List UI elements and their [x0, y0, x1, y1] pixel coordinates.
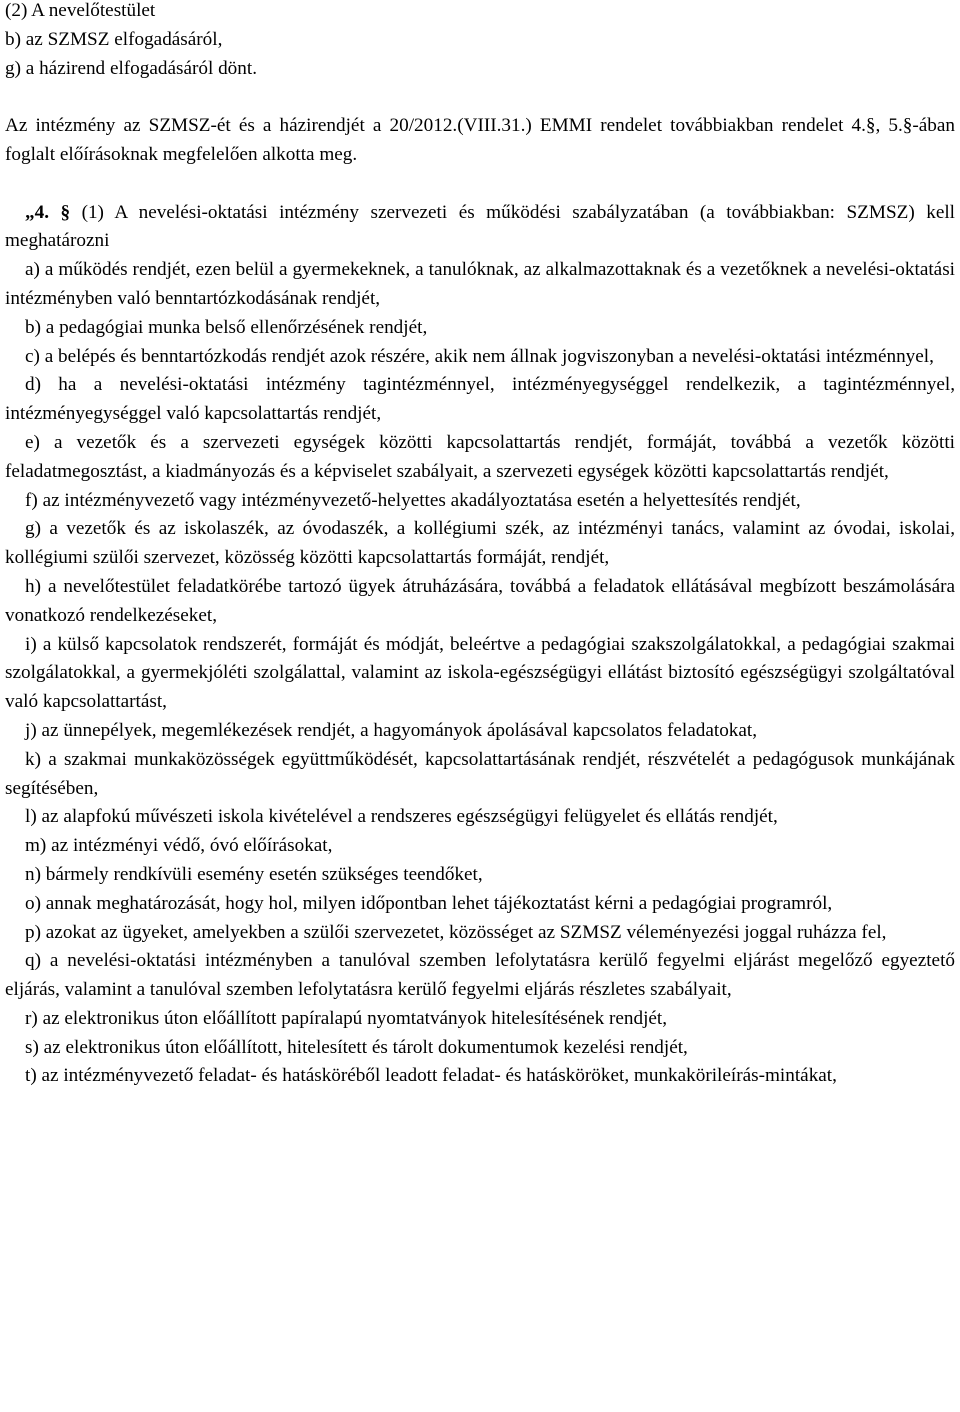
provision-item: j) az ünnepélyek, megemlékezések rendjét, a hagyományok ápolásával kapcsolatos feladatokat, — [25, 719, 758, 741]
provision-item: q) a nevelési-oktatási intézményben a tanulóval szemben lefolytatásra kerülő fegyelmi eljárást megelőző egyeztető eljárás, valamint a tanulóval szemben lefolytatásra kerülő fegyelmi eljárás részletes szabályait, — [5, 950, 955, 1001]
provision-item: t) az intézményvezető feladat- és hatásköréből leadott feladat- és hatásköröket, munkakörileírás-mintákat, — [25, 1065, 837, 1087]
intro-block — [5, 0, 955, 83]
intro-line-2: b) az SZMSZ elfogadásáról, — [5, 28, 223, 50]
provision-item: i) a külső kapcsolatok rendszerét, formáját és módját, beleértve a pedagógiai szakszolgálatokkal, a pedagógiai szakmai szolgálatokkal, a gyermekjóléti szolgálattal, valamint az iskola-egészségügyi ellátást biztosító egészségügyi szolgáltatóval való kapcsolattartást, — [5, 633, 955, 713]
document-page — [5, 0, 955, 1091]
provision-item: p) azokat az ügyeket, amelyekben a szülői szervezetet, közösséget az SZMSZ véleményezési joggal ruházza fel, — [25, 921, 887, 943]
regulation-statement: Az intézmény az SZMSZ-ét és a házirendjét a 20/2012.(VIII.31.) EMMI rendelet továbbiakban rendelet 4.§, 5.§-ában foglalt előírásoknak megfelelően alkotta meg. — [5, 115, 955, 165]
section-lead-paragraph — [5, 199, 955, 257]
provision-item: f) az intézményvezető vagy intézményvezető-helyettes akadályoztatása esetén a helyettesítés rendjét, — [25, 489, 801, 511]
provision-item: h) a nevelőtestület feladatkörébe tartozó ügyek átruházására, továbbá a feladatok ellátásával megbízott beszámolására vonatkozó rendelkezéseket, — [5, 575, 955, 626]
spacer — [5, 83, 955, 112]
provision-item: n) bármely rendkívüli esemény esetén szükséges teendőket, — [25, 863, 483, 885]
provision-item: e) a vezetők és a szervezeti egységek közötti kapcsolattartás rendjét, formáját, továbbá a vezetők közötti feladatmegosztást, a kiadmányozás és a képviselet szabályait, a szervezeti egységek közötti kapcsolattartás rendjét, — [5, 431, 955, 482]
provision-item: c) a belépés és benntartózkodás rendjét azok részére, akik nem állnak jogviszonyban a nevelési-oktatási intézménnyel, — [25, 345, 934, 367]
section-lead-text: (1) A nevelési-oktatási intézmény szervezeti és működési szabályzatában (a továbbiakban: SZMSZ) kell meghatározni — [5, 201, 956, 252]
provision-item: s) az elektronikus úton előállított, hitelesített és tárolt dokumentumok kezelési rendjét, — [25, 1036, 688, 1058]
provision-item: g) a vezetők és az iskolaszék, az óvodaszék, a kollégiumi szék, az intézményi tanács, valamint az óvodai, iskolai, kollégiumi szülői szervezet, közösség közötti kapcsolattartás formáját, rendjét, — [5, 518, 955, 569]
provision-item: d) ha a nevelési-oktatási intézmény tagintézménnyel, intézményegységgel rendelkezik, a tagintézménnyel, intézményegységgel való kapcsolattartás rendjét, — [5, 374, 955, 425]
provision-item: r) az elektronikus úton előállított papíralapú nyomtatványok hitelesítésének rendjét, — [25, 1007, 668, 1029]
intro-line-3: g) a házirend elfogadásáról dönt. — [5, 57, 257, 79]
provision-list — [5, 256, 955, 1091]
provision-item: k) a szakmai munkaközösségek együttműködését, kapcsolattartásának rendjét, részvételét a pedagógusok munkájának segítésében, — [5, 748, 955, 799]
spacer — [5, 170, 955, 199]
provision-item: m) az intézményi védő, óvó előírásokat, — [25, 835, 333, 857]
provision-item: l) az alapfokú művészeti iskola kivételével a rendszeres egészségügyi felügyelet és ellátás rendjét, — [25, 806, 778, 828]
provision-item: o) annak meghatározását, hogy hol, milyen időpontban lehet tájékoztatást kérni a pedagógiai programról, — [25, 892, 833, 914]
intro-line-1: (2) A nevelőtestület — [5, 0, 156, 21]
provision-item: a) a működés rendjét, ezen belül a gyermekeknek, a tanulóknak, az alkalmazottaknak és a vezetőknek a nevelési-oktatási intézményben való benntartózkodásának rendjét, — [5, 259, 955, 309]
section-number: „4. § — [25, 201, 71, 223]
provision-item: b) a pedagógiai munka belső ellenőrzésének rendjét, — [25, 316, 428, 338]
